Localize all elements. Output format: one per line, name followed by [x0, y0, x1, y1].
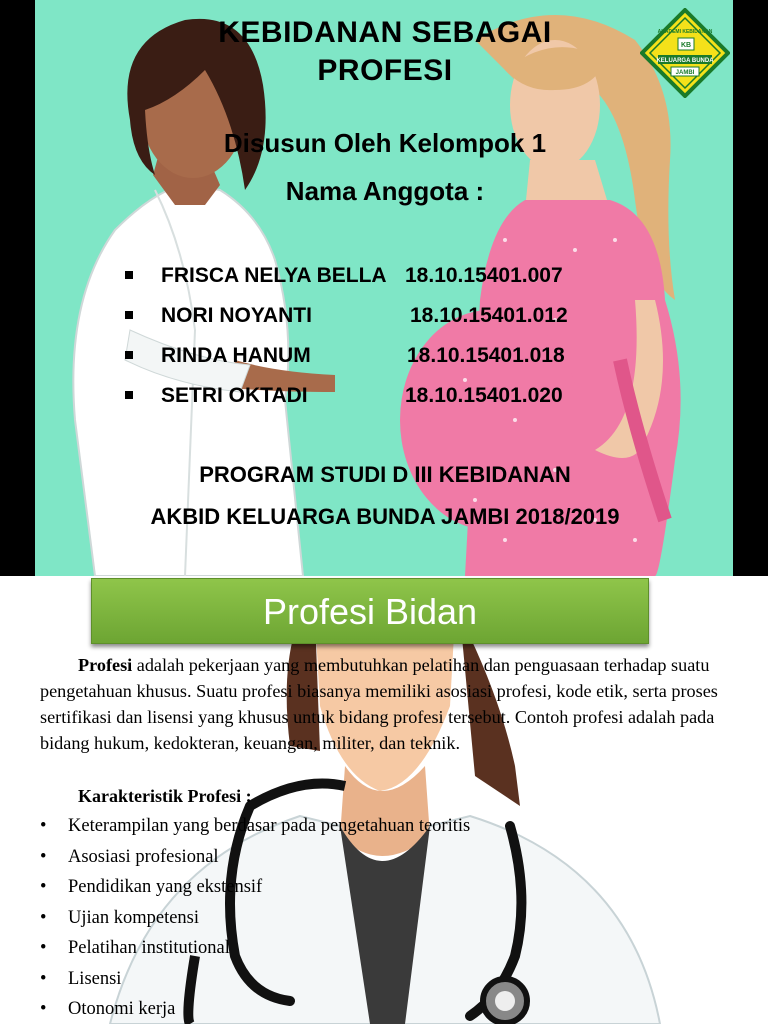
characteristics-heading: Karakteristik Profesi :: [78, 786, 252, 806]
square-bullet-icon: [125, 271, 133, 279]
akbid-logo-icon: [640, 8, 730, 98]
member-name: FRISCA NELYA BELLA: [161, 264, 387, 287]
member-nim: 18.10.15401.020: [405, 384, 563, 407]
bullet-icon: •: [40, 846, 47, 867]
member-name: SETRI OKTADI: [161, 384, 308, 407]
definition-text: adalah pekerjaan yang membutuhkan pelatihan dan penguasaan terhadap suatu pengetahuan khusus. Suatu profesi biasanya memiliki asosiasi profesi, kode etik, serta proses sertifikasi dan lisensi yang khusus untuk bidang profesi tersebut. Contoh profesi adalah pada bidang hukum, kedokteran, keuangan, militer, dan teknik.: [40, 655, 718, 753]
logo-mark: KB: [680, 42, 692, 49]
logo-band: KELUARGA BUNDA: [656, 58, 714, 64]
bullet-icon: •: [40, 968, 47, 989]
institution-line: AKBID KELUARGA BUNDA JAMBI 2018/2019: [150, 504, 620, 529]
program-line: PROGRAM STUDI D III KEBIDANAN: [199, 462, 571, 487]
author-line: Disusun Oleh Kelompok 1: [223, 128, 547, 158]
member-name: RINDA HANUM: [161, 344, 311, 367]
members-label: Nama Anggota :: [285, 176, 485, 206]
bullet-icon: •: [40, 907, 47, 928]
slide-profesi-bidan: Profesi Bidan Profesi adalah pekerjaan yang membutuhkan pelatihan dan penguasaan terhadap suatu pengetahuan khusus. Suatu profesi biasanya memiliki asosiasi profesi, kode etik, serta proses sertifikasi dan lisensi yang khusus untuk bidang profesi tersebut. Contoh profesi adalah pada bidang hukum, kedokteran, keuangan, militer, dan teknik. Karakteristik Profesi : • Keterampilan yang berdasar pada pengetahuan teoritis • Asosiasi profesional • Pendidikan yang ekstensif • Ujian kompetensi • Pelatihan institutional • Lisensi • Otonomi kerja: [0, 576, 768, 1024]
logo-top-text: AKADEMI KEBIDANAN: [657, 29, 713, 35]
slide-title-line2: PROFESI: [317, 54, 453, 87]
slide-cover: [35, 0, 733, 576]
bullet-icon: •: [40, 938, 47, 958]
square-bullet-icon: [125, 351, 133, 359]
bullet-icon: •: [40, 877, 47, 897]
slide-title-bar: [91, 578, 649, 644]
square-bullet-icon: [125, 391, 133, 399]
slide-title-line1: KEBIDANAN SEBAGAI: [218, 16, 552, 49]
term-bold: Profesi: [78, 655, 133, 675]
square-bullet-icon: [125, 311, 133, 319]
definition-paragraph: [40, 652, 730, 756]
bullet-icon: •: [40, 999, 47, 1019]
slide-title: Profesi Bidan: [262, 591, 478, 632]
member-nim: 18.10.15401.007: [405, 264, 563, 287]
member-nim: 18.10.15401.012: [410, 304, 568, 327]
logo-city: JAMBI: [675, 70, 695, 76]
bullet-icon: •: [40, 816, 47, 836]
slide-title: [185, 14, 585, 90]
member-nim: 18.10.15401.018: [407, 344, 565, 367]
member-name: NORI NOYANTI: [161, 304, 312, 327]
